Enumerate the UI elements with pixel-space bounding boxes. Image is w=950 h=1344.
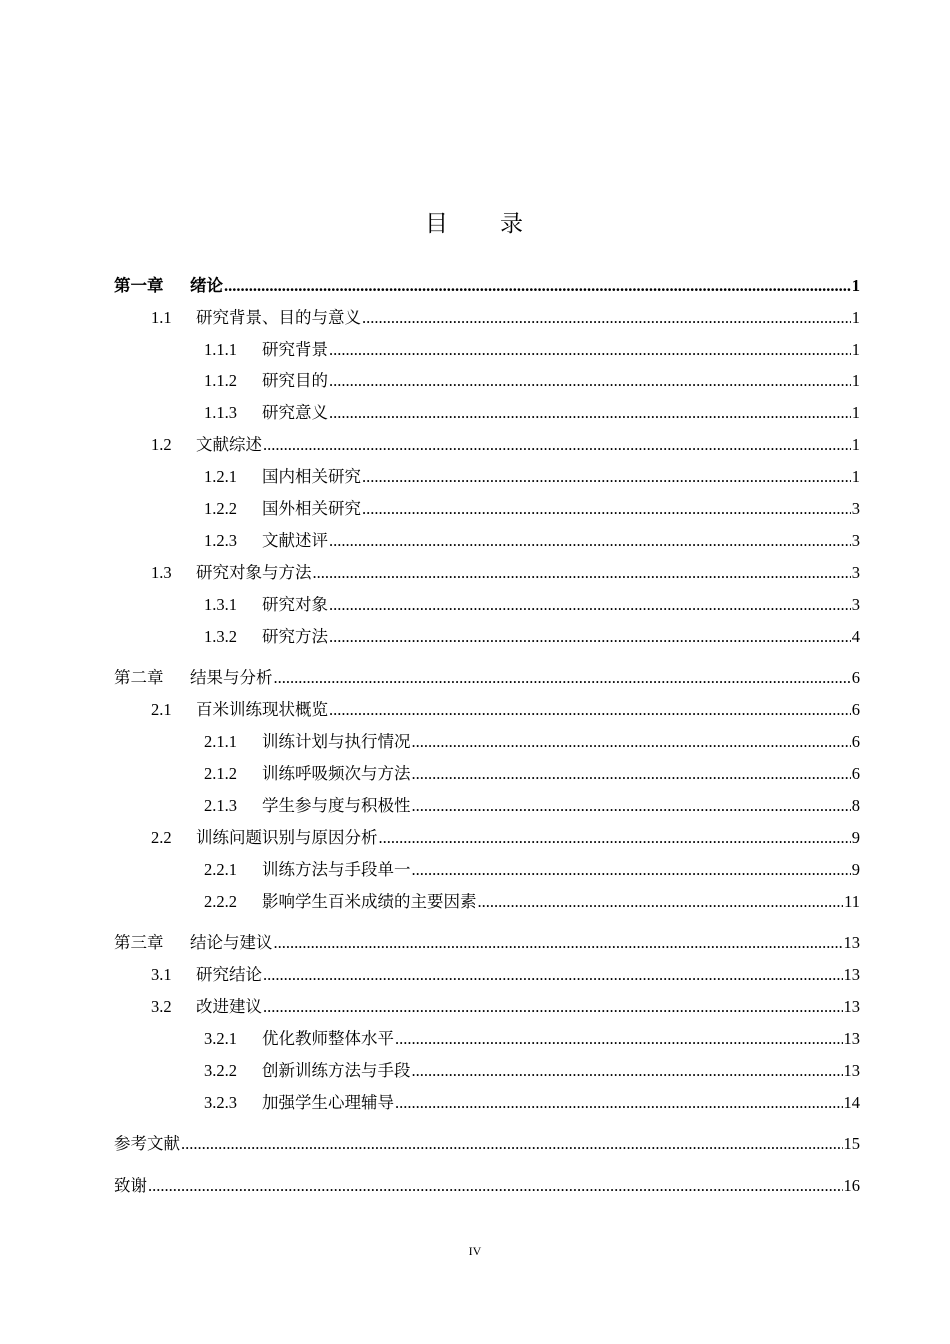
dot-leader: [362, 308, 851, 328]
toc-entry[interactable]: [114, 1025, 860, 1049]
toc-entry-title: 研究目的: [262, 371, 328, 390]
toc-entry-page: 3: [851, 531, 860, 550]
toc-entry[interactable]: [114, 591, 860, 615]
toc-entry-page: 11: [844, 892, 860, 911]
page-number: IV: [468, 1244, 482, 1258]
toc-entry-number: 1.1.3: [204, 403, 237, 422]
toc-entry-number: 2.1.2: [204, 764, 237, 783]
dot-leader: [379, 828, 851, 848]
toc-entry[interactable]: [114, 336, 860, 360]
dot-leader: [263, 965, 843, 985]
toc-entry-title: 训练呼吸频次与方法: [262, 764, 411, 783]
dot-leader: [224, 276, 851, 296]
toc-entry[interactable]: [114, 495, 860, 519]
toc-entry[interactable]: [114, 993, 860, 1017]
toc-entry-number: 1.3.1: [204, 595, 237, 614]
dot-leader: [148, 1176, 843, 1196]
toc-entry-number: 1.2: [151, 435, 172, 454]
toc-entry[interactable]: [114, 929, 860, 953]
dot-leader: [329, 627, 851, 647]
toc-entry-page: 13: [843, 997, 860, 1016]
dot-leader: [412, 796, 851, 816]
toc-entry-title: 百米训练现状概览: [196, 700, 328, 719]
dot-leader: [181, 1134, 843, 1154]
toc-entry[interactable]: [114, 623, 860, 647]
dot-leader: [412, 860, 851, 880]
toc-entry-page: 3: [851, 563, 860, 582]
toc-entry-page: 6: [851, 732, 860, 751]
toc-entry-number: 1.3.2: [204, 627, 237, 646]
toc-entry-number: 第三章: [114, 933, 164, 952]
toc-entry-title: 国外相关研究: [262, 499, 361, 518]
toc-entry-page: 13: [843, 933, 860, 952]
toc-entry-title: 训练计划与执行情况: [262, 732, 411, 751]
toc-entry-page: 6: [851, 668, 860, 687]
dot-leader: [412, 764, 851, 784]
toc-entry-title: 研究意义: [262, 403, 328, 422]
toc-entry[interactable]: [114, 1130, 860, 1154]
toc-entry-number: 2.1.1: [204, 732, 237, 751]
toc-entry-page: 13: [843, 1029, 860, 1048]
toc-entry-page: 1: [851, 308, 860, 327]
toc-entry-title: 训练方法与手段单一: [262, 860, 411, 879]
dot-leader: [329, 531, 851, 551]
toc-entry[interactable]: [114, 431, 860, 455]
dot-leader: [274, 668, 851, 688]
toc-entry-page: 1: [851, 276, 860, 295]
toc-entry-title: 研究方法: [262, 627, 328, 646]
toc-entry-number: 3.1: [151, 965, 172, 984]
dot-leader: [412, 732, 851, 752]
dot-leader: [263, 435, 851, 455]
toc-entry-title: 致谢: [114, 1176, 147, 1195]
dot-leader: [329, 700, 851, 720]
toc-entry-page: 3: [851, 595, 860, 614]
toc-entry-title: 改进建议: [196, 997, 262, 1016]
toc-entry[interactable]: [114, 792, 860, 816]
toc-entry[interactable]: [114, 1089, 860, 1113]
toc-entry-page: 1: [851, 340, 860, 359]
dot-leader: [329, 340, 851, 360]
toc-entry-number: 1.3: [151, 563, 172, 582]
dot-leader: [478, 892, 844, 912]
toc-entry[interactable]: [114, 399, 860, 423]
toc-entry-page: 3: [851, 499, 860, 518]
toc-entry-number: 1.1: [151, 308, 172, 327]
dot-leader: [395, 1029, 843, 1049]
toc-entry-number: 2.2.2: [204, 892, 237, 911]
toc-entry[interactable]: [114, 961, 860, 985]
toc-entry-page: 6: [851, 700, 860, 719]
toc-entry-title: 研究结论: [196, 965, 262, 984]
toc-entry-page: 1: [851, 467, 860, 486]
toc-entry-number: 3.2: [151, 997, 172, 1016]
dot-leader: [329, 371, 851, 391]
toc-entry-page: 1: [851, 371, 860, 390]
toc-entry-number: 1.2.3: [204, 531, 237, 550]
toc-entry-title: 研究背景: [262, 340, 328, 359]
toc-entry-title: 研究背景、目的与意义: [196, 308, 361, 327]
toc-entry[interactable]: [114, 856, 860, 880]
toc-entry[interactable]: [114, 696, 860, 720]
toc-entry-page: 4: [851, 627, 860, 646]
toc-entry-title: 学生参与度与积极性: [262, 796, 411, 815]
toc-entry-page: 14: [843, 1093, 860, 1112]
toc-entry[interactable]: [114, 1172, 860, 1196]
toc-entry-title: 绪论: [190, 276, 223, 295]
toc-entry-title: 结果与分析: [190, 668, 273, 687]
toc-entry-number: 3.2.1: [204, 1029, 237, 1048]
dot-leader: [329, 403, 851, 423]
page-title: [0, 205, 950, 238]
toc-entry-number: 第一章: [114, 276, 164, 295]
dot-leader: [395, 1093, 843, 1113]
toc-entry-page: 9: [851, 860, 860, 879]
toc-entry-title: 文献综述: [196, 435, 262, 454]
toc-entry[interactable]: [114, 664, 860, 688]
dot-leader: [274, 933, 843, 953]
toc-entry[interactable]: [114, 824, 860, 848]
toc-entry-title: 影响学生百米成绩的主要因素: [262, 892, 477, 911]
toc-entry[interactable]: [114, 527, 860, 551]
toc-entry-page: 13: [843, 965, 860, 984]
toc-entry-page: 8: [851, 796, 860, 815]
toc-entry[interactable]: [114, 463, 860, 487]
toc-entry[interactable]: [114, 760, 860, 784]
toc-entry[interactable]: [114, 888, 860, 912]
toc-entry-number: 第二章: [114, 668, 164, 687]
toc-entry[interactable]: [114, 272, 860, 296]
toc-entry-page: 9: [851, 828, 860, 847]
toc-entry[interactable]: [114, 728, 860, 752]
title-left: 目: [425, 211, 450, 236]
toc-entry[interactable]: [114, 367, 860, 391]
toc-entry-title: 创新训练方法与手段: [262, 1061, 411, 1080]
toc-entry-title: 研究对象与方法: [196, 563, 312, 582]
toc-entry-title: 参考文献: [114, 1134, 180, 1153]
toc-entry-page: 16: [843, 1176, 860, 1195]
toc-entry-page: 15: [843, 1134, 860, 1153]
dot-leader: [313, 563, 851, 583]
title-right: 录: [500, 211, 525, 236]
toc-entry-title: 国内相关研究: [262, 467, 361, 486]
toc-entry-title: 研究对象: [262, 595, 328, 614]
toc-entry-title: 结论与建议: [190, 933, 273, 952]
dot-leader: [412, 1061, 843, 1081]
dot-leader: [362, 467, 851, 487]
toc-entry[interactable]: [114, 304, 860, 328]
toc-entry-number: 3.2.3: [204, 1093, 237, 1112]
dot-leader: [329, 595, 851, 615]
dot-leader: [263, 997, 843, 1017]
toc-entry-number: 2.1: [151, 700, 172, 719]
toc-entry[interactable]: [114, 1057, 860, 1081]
toc-entry-page: 6: [851, 764, 860, 783]
toc-entry-title: 文献述评: [262, 531, 328, 550]
toc-entry-number: 3.2.2: [204, 1061, 237, 1080]
dot-leader: [362, 499, 851, 519]
toc-entry-number: 1.2.1: [204, 467, 237, 486]
toc-entry[interactable]: [114, 559, 860, 583]
toc-entry-number: 2.2.1: [204, 860, 237, 879]
toc-entry-page: 1: [851, 435, 860, 454]
toc-entry-title: 优化教师整体水平: [262, 1029, 394, 1048]
toc-entry-number: 2.2: [151, 828, 172, 847]
toc-entry-number: 1.1.2: [204, 371, 237, 390]
toc-entry-page: 1: [851, 403, 860, 422]
toc-entry-number: 1.2.2: [204, 499, 237, 518]
toc-entry-title: 训练问题识别与原因分析: [196, 828, 378, 847]
toc-entry-number: 2.1.3: [204, 796, 237, 815]
toc-entry-number: 1.1.1: [204, 340, 237, 359]
toc-entry-page: 13: [843, 1061, 860, 1080]
toc-entry-title: 加强学生心理辅导: [262, 1093, 394, 1112]
